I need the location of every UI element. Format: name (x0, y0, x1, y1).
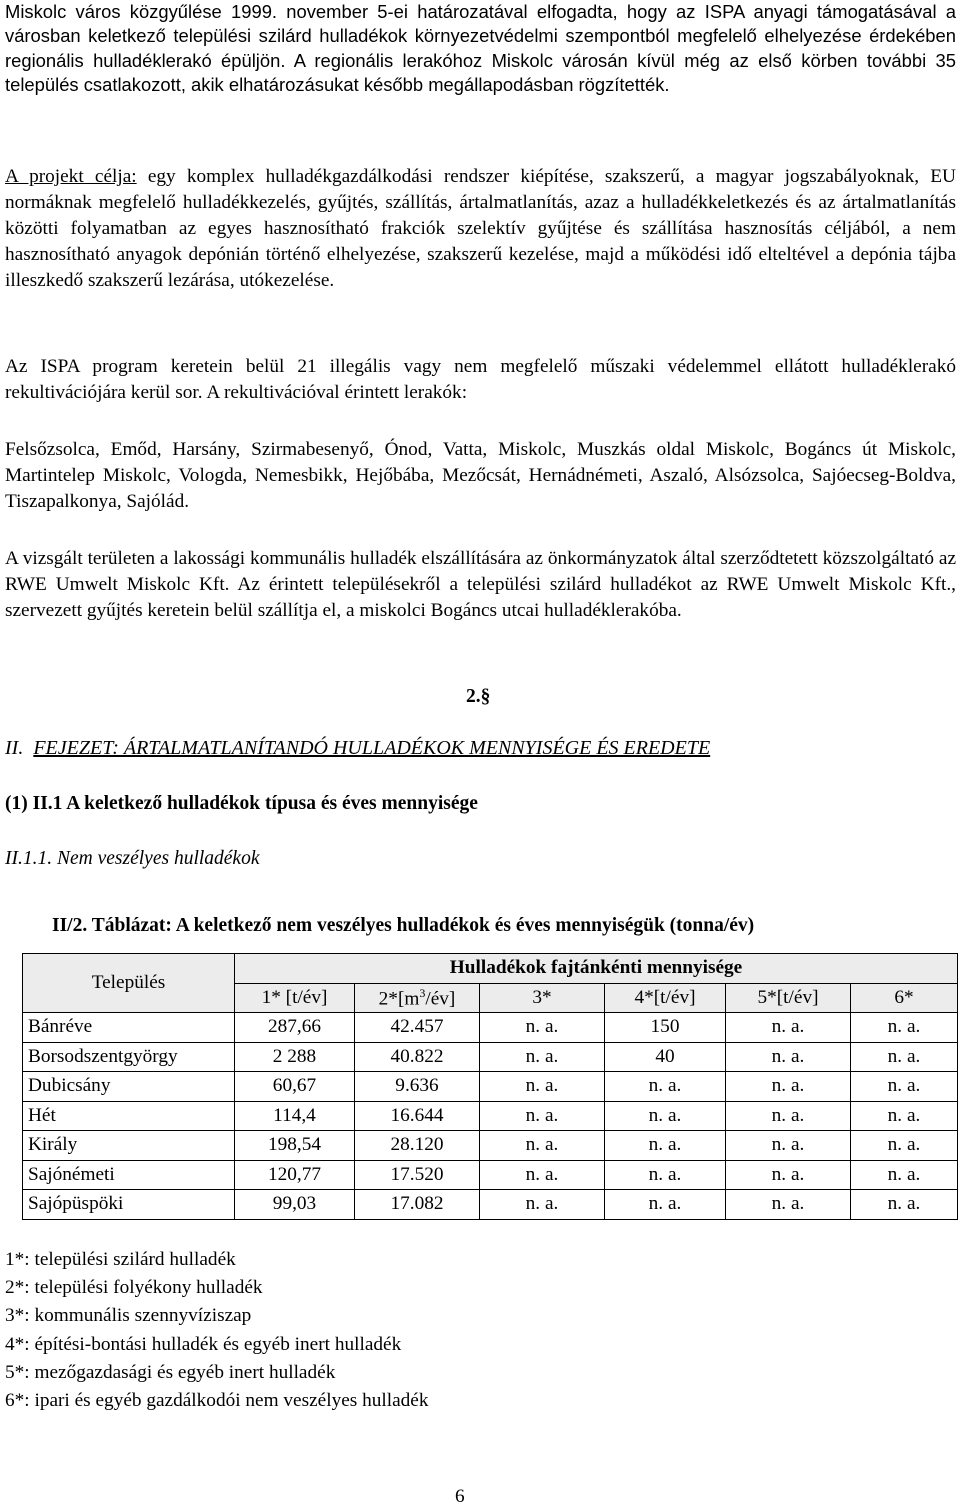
legend-item: 3*: kommunális szennyvíziszap (5, 1305, 252, 1327)
service-provider-paragraph (5, 546, 956, 624)
cell-col-1: 120,77 (235, 1160, 355, 1190)
cell-col-4: n. a. (605, 1190, 726, 1220)
cell-col-6: n. a. (851, 1190, 958, 1220)
legend-list (5, 1246, 429, 1415)
cell-col-2: 16.644 (355, 1101, 480, 1131)
intro-paragraph (5, 0, 956, 97)
cell-col-5: n. a. (726, 1190, 851, 1220)
settlement-header: Település (23, 954, 235, 1013)
table-caption: II/2. Táblázat: A keletkező nem veszélyes hulladékok és éves mennyiségük (tonna/év) (52, 915, 755, 936)
settlement-cell: Sajópüspöki (23, 1190, 235, 1220)
settlement-cell: Király (23, 1131, 235, 1161)
cell-col-2: 17.520 (355, 1160, 480, 1190)
group-header: Hulladékok fajtánkénti mennyisége (235, 954, 958, 984)
settlement-cell: Bánréve (23, 1013, 235, 1043)
settlement-cell: Hét (23, 1101, 235, 1131)
cell-col-5: n. a. (726, 1131, 851, 1161)
cell-col-5: n. a. (726, 1013, 851, 1043)
cell-col-2: 28.120 (355, 1131, 480, 1161)
cell-col-6: n. a. (851, 1101, 958, 1131)
section-number: 2.§ (466, 686, 491, 707)
table-row (23, 1160, 958, 1190)
cell-col-1: 60,67 (235, 1072, 355, 1102)
chapter-prefix: II. (5, 737, 24, 759)
cell-col-1: 198,54 (235, 1131, 355, 1161)
cell-col-6: n. a. (851, 1072, 958, 1102)
page-number: 6 (455, 1486, 465, 1507)
chapter-title: FEJEZET: ÁRTALMATLANÍTANDÓ HULLADÉKOK MENNYISÉGE ÉS EREDETE (33, 737, 711, 759)
cell-col-3: n. a. (480, 1072, 605, 1102)
settlement-cell: Borsodszentgyörgy (23, 1042, 235, 1072)
cell-col-5: n. a. (726, 1072, 851, 1102)
chapter-heading (5, 737, 710, 760)
project-goal-label: A projekt célja: (5, 166, 137, 187)
settlement-cell: Sajónémeti (23, 1160, 235, 1190)
legend-item: 6*: ipari és egyéb gazdálkodói nem veszélyes hulladék (5, 1390, 429, 1412)
table-row (23, 1101, 958, 1131)
legend-item: 4*: építési-bontási hulladék és egyéb inert hulladék (5, 1333, 402, 1355)
table-row (23, 1013, 958, 1043)
cell-col-3: n. a. (480, 1042, 605, 1072)
legend-item: 1*: települési szilárd hulladék (5, 1249, 236, 1270)
cell-col-3: n. a. (480, 1101, 605, 1131)
cell-col-5: n. a. (726, 1042, 851, 1072)
table-header-row (23, 954, 958, 984)
paragraph-service-provider: A vizsgált területen a lakossági kommunális hulladék elszállítására az önkormányzatok által szerződtetett közszolgáltató az RWE Umwelt Miskolc Kft. Az érintett településekről a települési szilárd hulladékot az RWE Umwelt Miskolc Kft., szervezett gyűjtés keretein belül szállítja el, a miskolci Bogáncs utcai hulladéklerakóba. (5, 548, 956, 621)
cell-col-4: 40 (605, 1042, 726, 1072)
cell-col-3: n. a. (480, 1160, 605, 1190)
col-header-6: 6* (851, 983, 958, 1013)
cell-col-3: n. a. (480, 1190, 605, 1220)
cell-col-1: 2 288 (235, 1042, 355, 1072)
waste-quantity-table (22, 953, 958, 1220)
project-goal-paragraph (5, 164, 956, 294)
cell-col-6: n. a. (851, 1160, 958, 1190)
cell-col-2: 17.082 (355, 1190, 480, 1220)
cell-col-4: n. a. (605, 1160, 726, 1190)
cell-col-3: n. a. (480, 1131, 605, 1161)
cell-col-6: n. a. (851, 1042, 958, 1072)
cell-col-1: 99,03 (235, 1190, 355, 1220)
cell-col-3: n. a. (480, 1013, 605, 1043)
cell-col-2: 40.822 (355, 1042, 480, 1072)
paragraph-city-decision: Miskolc város közgyűlése 1999. november 5-ei határozatával elfogadta, hogy az ISPA anyagi támogatásával a városban keletkező települési szilárd hulladékok környezetvédelmi szempontból megfelelő elhelyezése érdekében regionális hulladéklerakó épüljön. A regionális lerakóhoz Miskolc városán kívül még az első körben további 35 település csatlakozott, akik elhatározásukat később megállapodásban rögzítették. (5, 1, 956, 95)
cell-col-1: 287,66 (235, 1013, 355, 1043)
paragraph-landfill-list: Felsőzsolca, Emőd, Harsány, Szirmabesenyő, Ónod, Vatta, Miskolc, Muszkás oldal Miskolc, Bogáncs út Miskolc, Martintelep Miskolc, Vologda, Nemesbikk, Hejőbába, Mezőcsát, Hernádnémeti, Aszaló, Alsózsolca, Sajóecseg-Boldva, Tiszapalkonya, Sajólád. (5, 439, 956, 512)
project-goal-text: egy komplex hulladékgazdálkodási rendszer kiépítése, szakszerű, a magyar jogszabályoknak, EU normáknak megfelelő hulladékkezelés, gyűjtés, szállítás, ártalmatlanítás, azaz a hulladékkeletkezés és az ártalmatlanítás közötti folyamatban az egyes hasznosítható frakciók szelektív gyűjtése és szállítása hasznosítás céljából, a nem hasznosítható anyagok depónián történő elhelyezése, szakszerű kezelése, majd a működési idő elteltével a depónia tájba illeszkedő szakszerű lezárása, utókezelése. (5, 166, 956, 291)
cell-col-4: n. a. (605, 1072, 726, 1102)
section-heading: (1) II.1 A keletkező hulladékok típusa és éves mennyisége (5, 793, 478, 814)
ispa-paragraph (5, 354, 956, 406)
col-header-2: $2*[m^3/év]$ (355, 983, 480, 1013)
cell-col-6: n. a. (851, 1013, 958, 1043)
table-row (23, 1042, 958, 1072)
cell-col-1: 114,4 (235, 1101, 355, 1131)
col-header-1: 1* [t/év] (235, 983, 355, 1013)
subsection-heading: II.1.1. Nem veszélyes hulladékok (5, 848, 260, 869)
col-header-5: 5*[t/év] (726, 983, 851, 1013)
cell-col-4: n. a. (605, 1101, 726, 1131)
landfill-list-paragraph (5, 437, 956, 515)
table-body (23, 1013, 958, 1220)
paragraph-ispa-program: Az ISPA program keretein belül 21 illegális vagy nem megfelelő műszaki védelemmel ellátott hulladéklerakó rekultivációjára kerül sor. A rekultivációval érintett lerakók: (5, 356, 956, 403)
settlement-cell: Dubicsány (23, 1072, 235, 1102)
cell-col-5: n. a. (726, 1160, 851, 1190)
cell-col-4: n. a. (605, 1131, 726, 1161)
cell-col-2: 9.636 (355, 1072, 480, 1102)
table-row (23, 1072, 958, 1102)
table-row (23, 1131, 958, 1161)
cell-col-6: n. a. (851, 1131, 958, 1161)
legend-item: 2*: települési folyékony hulladék (5, 1277, 263, 1299)
cell-col-4: 150 (605, 1013, 726, 1043)
cell-col-5: n. a. (726, 1101, 851, 1131)
col-header-4: 4*[t/év] (605, 983, 726, 1013)
cell-col-2: 42.457 (355, 1013, 480, 1043)
table-row (23, 1190, 958, 1220)
col-header-3: 3* (480, 983, 605, 1013)
legend-item: 5*: mezőgazdasági és egyéb inert hulladék (5, 1361, 336, 1383)
